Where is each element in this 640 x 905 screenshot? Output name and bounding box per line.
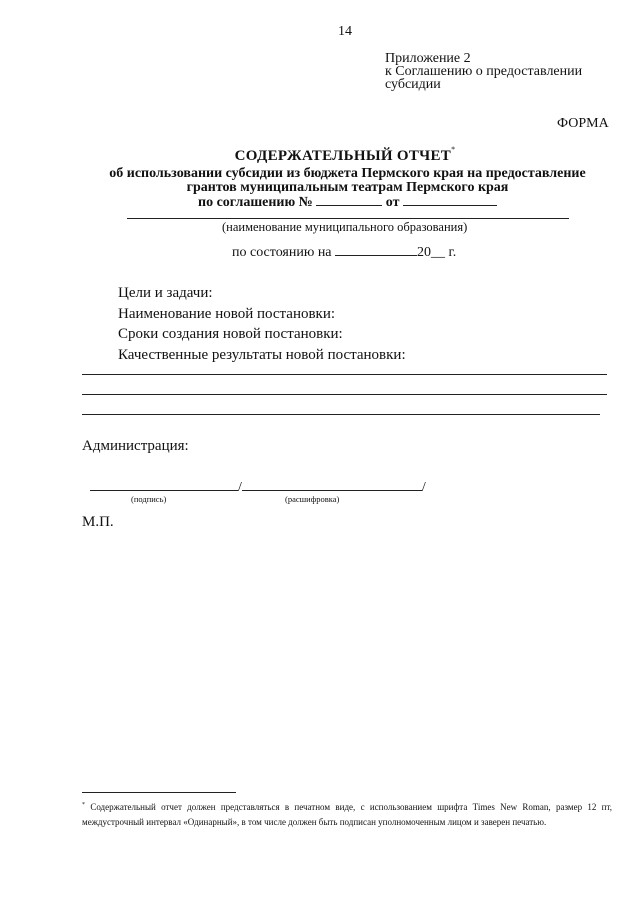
appendix-line-1: Приложение 2 (385, 51, 471, 66)
subtitle-line-2: грантов муниципальным театрам Пермского края (186, 180, 509, 195)
item-quality-results: Качественные результаты новой постановки: (118, 346, 406, 363)
as-of-date (232, 245, 456, 261)
signature-end: / (421, 480, 426, 495)
subtitle-line-1: об использовании субсидии из бюджета Пермского края на предоставление (109, 166, 586, 181)
footnote (82, 798, 612, 830)
report-items (118, 283, 406, 365)
as-of-label: по состоянию на (232, 245, 332, 260)
appendix-header (385, 52, 582, 91)
appendix-line-3: субсидии (385, 77, 441, 92)
report-title-text: СОДЕРЖАТЕЛЬНЫЙ ОТЧЕТ (234, 148, 452, 164)
decoding-caption: (расшифровка) (285, 494, 340, 504)
agreement-date-label: от (385, 195, 400, 210)
signature-separator: / (238, 480, 242, 495)
title-footnote-mark: * (451, 145, 456, 154)
footnote-mark: * (82, 802, 85, 808)
item-production-name: Наименование новой постановки: (118, 305, 336, 322)
item-production-terms: Сроки создания новой постановки: (118, 326, 343, 342)
agreement-number-blank (316, 195, 382, 206)
agreement-date-blank (403, 195, 497, 206)
results-line-2 (82, 394, 607, 395)
agreement-number-label: по соглашению № (198, 195, 313, 210)
municipality-caption: (наименование муниципального образования) (222, 220, 468, 234)
appendix-line-2: к Соглашению о предоставлении (385, 64, 583, 79)
report-title (0, 145, 640, 165)
seal-label: М.П. (82, 514, 114, 530)
form-label: ФОРМА (557, 116, 609, 131)
signature-blank (90, 478, 238, 491)
footnote-text: Содержательный отчет должен представляться в печатном виде, с использованием шрифта Times New Roman, размер 12 пт, междустрочный интервал «Одинарный», в том числе должен быть подписан уполномоченным лицом и заверен печатью. (82, 802, 613, 827)
municipality-line (127, 218, 569, 219)
signature-caption: (подпись) (131, 494, 167, 504)
report-subtitle (0, 167, 640, 210)
results-line-3 (82, 414, 600, 415)
subtitle-line-3 (0, 195, 640, 210)
item-goals: Цели и задачи: (118, 285, 213, 301)
results-line-1 (82, 374, 607, 375)
decoding-blank (242, 478, 422, 491)
page-number: 14 (338, 24, 352, 39)
as-of-blank (335, 245, 417, 256)
administration-label: Администрация: (82, 438, 189, 454)
footnote-divider (82, 792, 236, 793)
as-of-year: 20__ г. (417, 245, 457, 260)
